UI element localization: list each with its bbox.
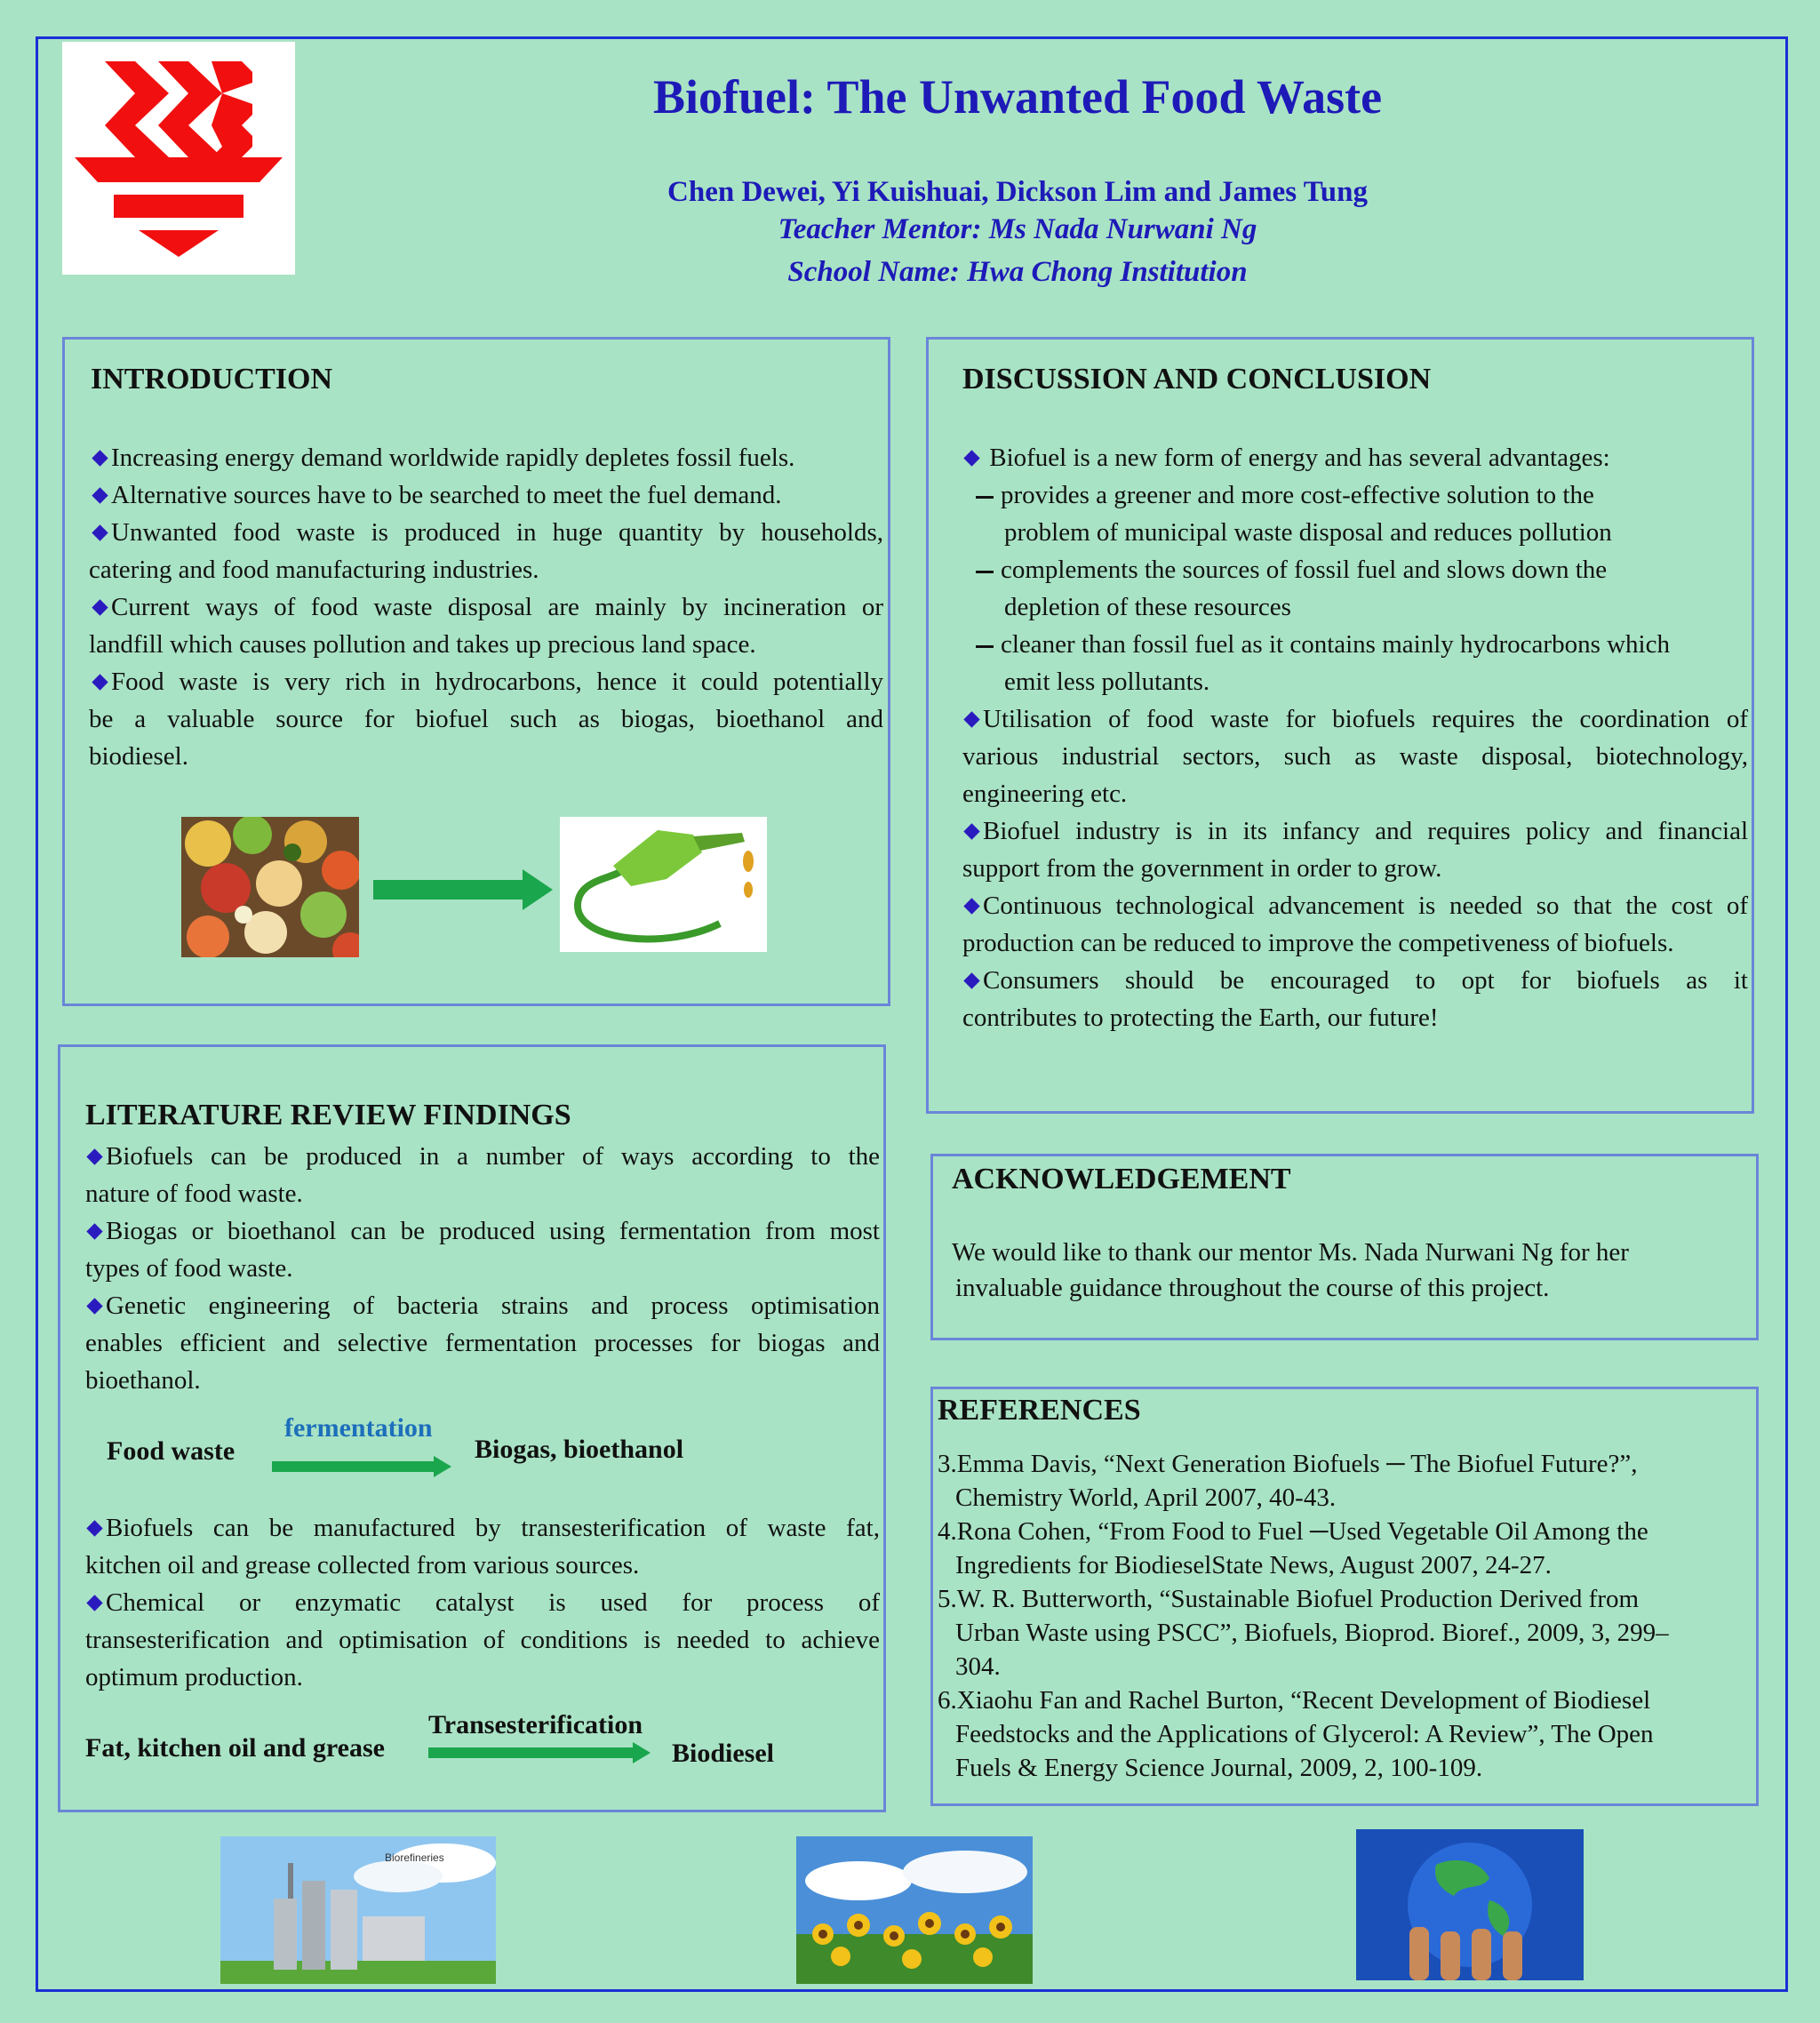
school-logo xyxy=(62,42,295,275)
diamond-bullet-icon xyxy=(86,1223,102,1239)
school-name: School Name: Hwa Chong Institution xyxy=(787,256,1248,288)
lit-line: bioethanol. xyxy=(85,1366,201,1395)
reference-line: Feedstocks and the Applications of Glycerol: A Review”, The Open xyxy=(955,1720,1654,1748)
diagram2-from: Fat, kitchen oil and grease xyxy=(85,1733,385,1763)
lit-bullet: Genetic engineering of bacteria strains and process optimisation xyxy=(85,1287,880,1324)
diamond-bullet-icon xyxy=(92,674,108,690)
disc-line: emit less pollutants. xyxy=(1004,668,1210,696)
disc-bullet: Continuous technological advancement is needed so that the cost of xyxy=(962,887,1748,924)
diamond-bullet-icon xyxy=(86,1148,102,1164)
reference-line: Urban Waste using PSCC”, Biofuels, Bioprod. Bioref., 2009, 3, 299– xyxy=(955,1619,1669,1647)
intro-bullet: Current ways of food waste disposal are mainly by incineration or xyxy=(91,588,883,626)
diagram2-arrow-icon xyxy=(428,1742,651,1763)
reference-item: 5.W. R. Butterworth, “Sustainable Biofuel Production Derived from xyxy=(938,1585,1640,1613)
intro-bullet: Unwanted food waste is produced in huge quantity by households, xyxy=(91,514,883,551)
disc-bullet: Biofuel industry is in its infancy and requires policy and financial xyxy=(962,812,1748,850)
lit-line: optimum production. xyxy=(85,1663,303,1691)
disc-bullet: Consumers should be encouraged to opt for biofuels as it xyxy=(962,962,1748,999)
diamond-bullet-icon xyxy=(963,450,979,466)
lit-bullet: Chemical or enzymatic catalyst is used for process of xyxy=(85,1584,880,1621)
reference-item: 4.Rona Cohen, “From Food to Fuel ─Used Vegetable Oil Among the xyxy=(938,1517,1648,1546)
disc-line: engineering etc. xyxy=(962,780,1128,808)
dash-icon xyxy=(976,645,994,648)
lit-line: kitchen oil and grease collected from various sources. xyxy=(85,1551,640,1579)
authors: Chen Dewei, Yi Kuishuai, Dickson Lim and James Tung xyxy=(667,176,1368,208)
acknowledgement-title: ACKNOWLEDGEMENT xyxy=(952,1163,1291,1195)
disc-bullet: Utilisation of food waste for biofuels requires the coordination of xyxy=(962,700,1748,738)
poster-title: Biofuel: The Unwanted Food Waste xyxy=(652,70,1383,124)
diamond-bullet-icon xyxy=(92,450,108,466)
biorefinery-image xyxy=(220,1836,496,1984)
lit-line: transesterification and optimisation of conditions is needed to achieve xyxy=(85,1626,880,1654)
diamond-bullet-icon xyxy=(92,599,108,615)
lit-bullet: Biofuels can be produced in a number of ways according to the xyxy=(85,1138,880,1175)
diamond-bullet-icon xyxy=(86,1298,102,1314)
disc-line: support from the government in order to grow. xyxy=(962,854,1442,883)
literature-title: LITERATURE REVIEW FINDINGS xyxy=(85,1099,571,1131)
diamond-bullet-icon xyxy=(86,1595,102,1611)
diagram2-to: Biodiesel xyxy=(672,1739,775,1768)
disc-line: contributes to protecting the Earth, our future! xyxy=(962,1004,1439,1032)
lit-bullet: Biofuels can be manufactured by transesterification of waste fat, xyxy=(85,1509,880,1547)
intro-line: be a valuable source for biofuel such as biogas, bioethanol and xyxy=(89,705,883,733)
diagram1-to: Biogas, bioethanol xyxy=(475,1435,684,1464)
biorefinery-caption: Biorefineries xyxy=(385,1851,444,1864)
disc-line: various industrial sectors, such as waste disposal, biotechnology, xyxy=(962,742,1748,771)
disc-subitem: complements the sources of fossil fuel and slows down the xyxy=(976,551,1607,588)
disc-subitem: provides a greener and more cost-effective solution to the xyxy=(976,476,1594,514)
reference-line: 304. xyxy=(955,1652,1001,1681)
reference-line: Chemistry World, April 2007, 40-43. xyxy=(955,1483,1337,1512)
ack-line: We would like to thank our mentor Ms. Nada Nurwani Ng for her xyxy=(952,1238,1629,1267)
discussion-title: DISCUSSION AND CONCLUSION xyxy=(962,363,1432,396)
references-title: REFERENCES xyxy=(938,1394,1141,1427)
reference-item: 6.Xiaohu Fan and Rachel Burton, “Recent Development of Biodiesel xyxy=(938,1686,1651,1715)
diamond-bullet-icon xyxy=(92,524,108,540)
diagram1-from: Food waste xyxy=(107,1436,235,1466)
disc-line: depletion of these resources xyxy=(1004,593,1291,621)
teacher-mentor: Teacher Mentor: Ms Nada Nurwani Ng xyxy=(778,213,1257,245)
disc-subitem: cleaner than fossil fuel as it contains mainly hydrocarbons which xyxy=(976,626,1670,663)
earth-hands-image xyxy=(1356,1829,1584,1980)
diagram1-arrow-icon xyxy=(272,1456,451,1477)
diagram1-process: fermentation xyxy=(284,1413,433,1443)
sunflower-field-image xyxy=(796,1836,1033,1984)
lit-bullet: Biogas or bioethanol can be produced using fermentation from most xyxy=(85,1212,880,1250)
lit-line: nature of food waste. xyxy=(85,1179,303,1208)
reference-item: 3.Emma Davis, “Next Generation Biofuels ─ The Biofuel Future?”, xyxy=(938,1450,1638,1478)
diamond-bullet-icon xyxy=(963,823,979,839)
fuel-nozzle-image xyxy=(560,817,767,952)
reference-line: Ingredients for BiodieselState News, August 2007, 24-27. xyxy=(955,1551,1552,1579)
food-waste-image xyxy=(181,817,359,957)
diamond-bullet-icon xyxy=(86,1520,102,1536)
dash-icon xyxy=(976,571,994,573)
intro-line: catering and food manufacturing industries. xyxy=(89,556,539,584)
disc-line: production can be reduced to improve the competiveness of biofuels. xyxy=(962,929,1674,957)
dash-icon xyxy=(976,496,994,499)
intro-bullet: Increasing energy demand worldwide rapidly depletes fossil fuels. xyxy=(91,439,794,476)
diamond-bullet-icon xyxy=(963,972,979,988)
diamond-bullet-icon xyxy=(963,898,979,914)
diagram2-process: Transesterification xyxy=(428,1710,643,1739)
ack-line: invaluable guidance throughout the course of this project. xyxy=(955,1274,1550,1302)
arrow-icon xyxy=(373,869,553,910)
reference-line: Fuels & Energy Science Journal, 2009, 2, 100-109. xyxy=(955,1754,1483,1782)
disc-line: problem of municipal waste disposal and reduces pollution xyxy=(1004,518,1612,547)
intro-line: landfill which causes pollution and takes up precious land space. xyxy=(89,630,756,659)
intro-line: biodiesel. xyxy=(89,742,188,771)
intro-bullet: Food waste is very rich in hydrocarbons, hence it could potentially xyxy=(91,663,883,700)
lit-line: types of food waste. xyxy=(85,1254,293,1283)
lit-line: enables efficient and selective fermentation processes for biogas and xyxy=(85,1329,880,1357)
diamond-bullet-icon xyxy=(963,711,979,727)
disc-bullet: Biofuel is a new form of energy and has several advantages: xyxy=(962,439,1610,476)
introduction-title: INTRODUCTION xyxy=(91,363,333,396)
intro-bullet: Alternative sources have to be searched to meet the fuel demand. xyxy=(91,476,782,514)
diamond-bullet-icon xyxy=(92,487,108,503)
